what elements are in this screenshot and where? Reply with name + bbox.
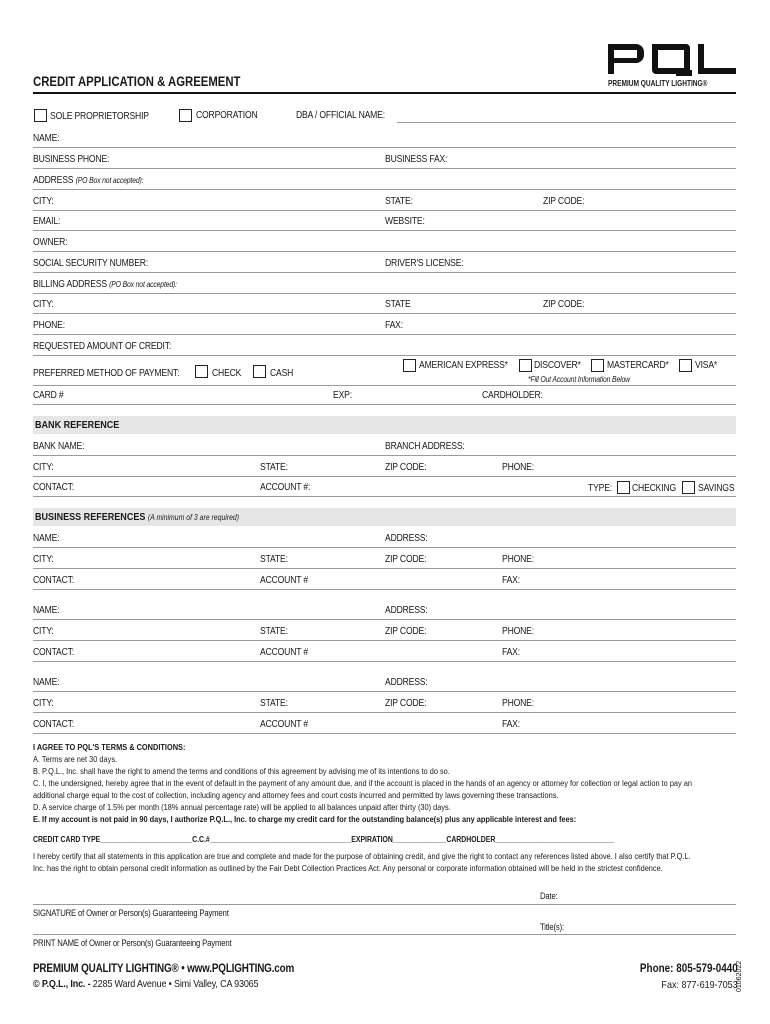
dl-label: DRIVER'S LICENSE: <box>385 258 464 269</box>
website-label: WEBSITE: <box>385 216 425 227</box>
ref3-phone-label: PHONE: <box>502 698 534 709</box>
checking-checkbox[interactable] <box>617 481 630 494</box>
city2-field[interactable] <box>33 313 736 314</box>
terms-e: E. If my account is not paid in 90 days, I authorize P.Q.L., Inc. to charge my credit card for the outstanding balance(s) plus any applicable interest and fees: <box>33 814 577 824</box>
check-label: CHECK <box>212 368 242 379</box>
ref1-city-label: CITY: <box>33 554 54 565</box>
amex-checkbox[interactable] <box>403 359 416 372</box>
bank-name-label: BANK NAME: <box>33 441 85 452</box>
visa-checkbox[interactable] <box>679 359 692 372</box>
dba-field[interactable] <box>397 122 736 123</box>
discover-checkbox[interactable] <box>519 359 532 372</box>
terms-c1: C. I, the undersigned, hereby agree that in the event of default in the payment of any amount due, and if the account is placed in the hands of an agency or attorney for collection or legal action to pay an <box>33 778 693 788</box>
ref3-row3-field[interactable] <box>33 733 736 734</box>
payment-rule <box>33 385 736 386</box>
card-field[interactable] <box>33 404 736 405</box>
ref3-address-label: ADDRESS: <box>385 677 428 688</box>
card-number-label: CARD # <box>33 390 64 401</box>
email-label: EMAIL: <box>33 216 61 227</box>
bank-account-label: ACCOUNT #: <box>260 482 311 493</box>
credit-card-authorization-line[interactable]: CREDIT CARD TYPE________________________C.C.#_____________________________________EXPIRATION______________CARDHOLDER_______________________________ <box>33 835 614 844</box>
mastercard-checkbox[interactable] <box>591 359 604 372</box>
ref2-contact-label: CONTACT: <box>33 647 74 658</box>
savings-checkbox[interactable] <box>682 481 695 494</box>
footer-street: 2285 Ward Avenue • Simi Valley, CA 93065 <box>92 978 259 990</box>
bank-state-label: STATE: <box>260 462 288 473</box>
business-phone-field[interactable] <box>33 168 736 169</box>
ref1-name-label: NAME: <box>33 533 60 544</box>
address-label-text: ADDRESS <box>33 175 74 186</box>
business-phone-label: BUSINESS PHONE: <box>33 154 110 165</box>
ref2-city-label: CITY: <box>33 626 54 637</box>
phone-field[interactable] <box>33 334 736 335</box>
bank-zip-label: ZIP CODE: <box>385 462 427 473</box>
visa-label: VISA* <box>695 360 718 371</box>
owner-field[interactable] <box>33 251 736 252</box>
footer-address <box>33 978 258 990</box>
bank-contact-field[interactable] <box>33 496 736 497</box>
ref3-row1-field[interactable] <box>33 691 736 692</box>
form-version-code: 01062022 <box>736 960 743 992</box>
business-references-header <box>33 508 736 526</box>
credit-label: REQUESTED AMOUNT OF CREDIT: <box>33 341 172 352</box>
logo-tagline: PREMIUM QUALITY LIGHTING® <box>608 79 708 88</box>
footer-phone: Phone: 805-579-0440 <box>640 963 738 975</box>
savings-label: SAVINGS <box>698 483 735 494</box>
ref2-row2-field[interactable] <box>33 640 736 641</box>
page-title: CREDIT APPLICATION & AGREEMENT <box>33 74 241 89</box>
ref1-fax-label: FAX: <box>502 575 520 586</box>
ref2-name-label: NAME: <box>33 605 60 616</box>
bank-reference-title: BANK REFERENCE <box>35 419 120 431</box>
credit-field[interactable] <box>33 355 736 356</box>
bank-reference-header <box>33 416 736 434</box>
address-label <box>33 175 143 187</box>
billing-note: (PO Box not accepted): <box>109 280 177 289</box>
cardholder-label: CARDHOLDER: <box>482 390 543 401</box>
ref1-phone-label: PHONE: <box>502 554 534 565</box>
billing-label <box>33 279 177 291</box>
terms-heading: I AGREE TO PQL'S TERMS & CONDITIONS: <box>33 742 186 752</box>
bank-phone-label: PHONE: <box>502 462 534 473</box>
checking-label: CHECKING <box>632 483 677 494</box>
billing-label-text: BILLING ADDRESS <box>33 279 107 290</box>
corporation-checkbox[interactable] <box>179 109 192 122</box>
city2-label: CITY: <box>33 299 54 310</box>
ref3-account-label: ACCOUNT # <box>260 719 308 730</box>
payment-method-label: PREFERRED METHOD OF PAYMENT: <box>33 368 180 379</box>
bank-name-field[interactable] <box>33 455 736 456</box>
amex-label: AMERICAN EXPRESS* <box>419 360 508 371</box>
ref1-row2-field[interactable] <box>33 568 736 569</box>
pql-logo <box>606 40 738 90</box>
ref1-state-label: STATE: <box>260 554 288 565</box>
terms-d: D. A service charge of 1.5% per month (18% annual percentage rate) will be applied to all balances unpaid after thirty (30) days. <box>33 802 451 812</box>
business-references-note: (A minimum of 3 are required) <box>147 513 240 522</box>
cash-checkbox[interactable] <box>253 365 266 378</box>
mastercard-label: MASTERCARD* <box>607 360 669 371</box>
phone-label: PHONE: <box>33 320 65 331</box>
ref3-fax-label: FAX: <box>502 719 520 730</box>
ref3-state-label: STATE: <box>260 698 288 709</box>
address-note: (PO Box not accepted): <box>75 176 144 185</box>
certification-line-1: I hereby certify that all statements in this application are true and complete and made for the purpose of obtaining credit, and give the right to contact any references listed above. I also certify that P.Q.L. <box>33 851 691 861</box>
terms-c2: additional charge equal to the cost of collection, including agency and attorney fees and court costs incurred and permitted by laws governing these transactions. <box>33 790 559 800</box>
ref1-contact-label: CONTACT: <box>33 575 74 586</box>
ssn-label: SOCIAL SECURITY NUMBER: <box>33 258 149 269</box>
ref1-account-label: ACCOUNT # <box>260 575 308 586</box>
ref3-row2-field[interactable] <box>33 712 736 713</box>
print-name-caption: PRINT NAME of Owner or Person(s) Guaranteeing Payment <box>33 938 232 948</box>
bank-city-label: CITY: <box>33 462 54 473</box>
business-fax-label: BUSINESS FAX: <box>385 154 448 165</box>
signature-field[interactable] <box>33 904 736 905</box>
ref1-address-label: ADDRESS: <box>385 533 428 544</box>
terms-b: B. P.Q.L., Inc. shall have the right to amend the terms and conditions of this agreement by advising me of its intentions to do so. <box>33 766 450 776</box>
footer-copyright: © P.Q.L., Inc. - <box>33 978 91 990</box>
zip-label: ZIP CODE: <box>543 196 585 207</box>
discover-label: DISCOVER* <box>534 360 581 371</box>
owner-label: OWNER: <box>33 237 68 248</box>
signature-caption: SIGNATURE of Owner or Person(s) Guaranteeing Payment <box>33 908 229 918</box>
bank-city-field[interactable] <box>33 476 736 477</box>
bank-contact-label: CONTACT: <box>33 482 74 493</box>
ref3-name-label: NAME: <box>33 677 60 688</box>
ref2-row1-field[interactable] <box>33 619 736 620</box>
branch-address-label: BRANCH ADDRESS: <box>385 441 465 452</box>
name-field[interactable] <box>33 147 736 148</box>
ref3-zip-label: ZIP CODE: <box>385 698 427 709</box>
address-field[interactable] <box>33 189 736 190</box>
ref3-contact-label: CONTACT: <box>33 719 74 730</box>
corporation-label: CORPORATION <box>196 110 258 121</box>
sole-proprietorship-label: SOLE PROPRIETORSHIP <box>50 111 149 122</box>
certification-line-2: Inc. has the right to obtain personal credit information as outlined by the Fair Debt Collection Practices Act. Any personal or corporate information obtained will be held in the strictest confidence. <box>33 863 663 873</box>
business-references-text: BUSINESS REFERENCES <box>35 511 146 523</box>
ref1-row1-field[interactable] <box>33 547 736 548</box>
state2-label: STATE <box>385 299 411 310</box>
cash-label: CASH <box>270 368 294 379</box>
zip2-label: ZIP CODE: <box>543 299 585 310</box>
ref2-row3-field[interactable] <box>33 661 736 662</box>
ref3-city-label: CITY: <box>33 698 54 709</box>
title-rule <box>33 92 736 94</box>
ref2-phone-label: PHONE: <box>502 626 534 637</box>
city-field[interactable] <box>33 210 736 211</box>
date-label: Date: <box>540 891 558 901</box>
sole-proprietorship-checkbox[interactable] <box>34 109 47 122</box>
title-label: Title(s): <box>540 922 564 932</box>
ref2-zip-label: ZIP CODE: <box>385 626 427 637</box>
ssn-field[interactable] <box>33 272 736 273</box>
account-type-label: TYPE: <box>588 483 612 494</box>
print-name-field[interactable] <box>33 934 736 935</box>
billing-field[interactable] <box>33 293 736 294</box>
pql-logo-mark <box>606 40 738 78</box>
ref1-row3-field[interactable] <box>33 589 736 590</box>
check-checkbox[interactable] <box>195 365 208 378</box>
ref2-state-label: STATE: <box>260 626 288 637</box>
ref2-address-label: ADDRESS: <box>385 605 428 616</box>
card-note: *Fill Out Account Information Below <box>528 375 630 384</box>
city-label: CITY: <box>33 196 54 207</box>
footer-company: PREMIUM QUALITY LIGHTING® • www.PQLIGHTING.com <box>33 963 295 975</box>
ref2-fax-label: FAX: <box>502 647 520 658</box>
ref1-zip-label: ZIP CODE: <box>385 554 427 565</box>
dba-label: DBA / OFFICIAL NAME: <box>296 110 385 121</box>
state-label: STATE: <box>385 196 413 207</box>
email-field[interactable] <box>33 230 736 231</box>
footer-fax: Fax: 877-619-7053 <box>661 979 738 991</box>
name-label: NAME: <box>33 133 60 144</box>
terms-a: A. Terms are net 30 days. <box>33 754 118 764</box>
ref2-account-label: ACCOUNT # <box>260 647 308 658</box>
exp-label: EXP: <box>333 390 352 401</box>
business-references-title <box>35 511 239 523</box>
fax-label: FAX: <box>385 320 403 331</box>
